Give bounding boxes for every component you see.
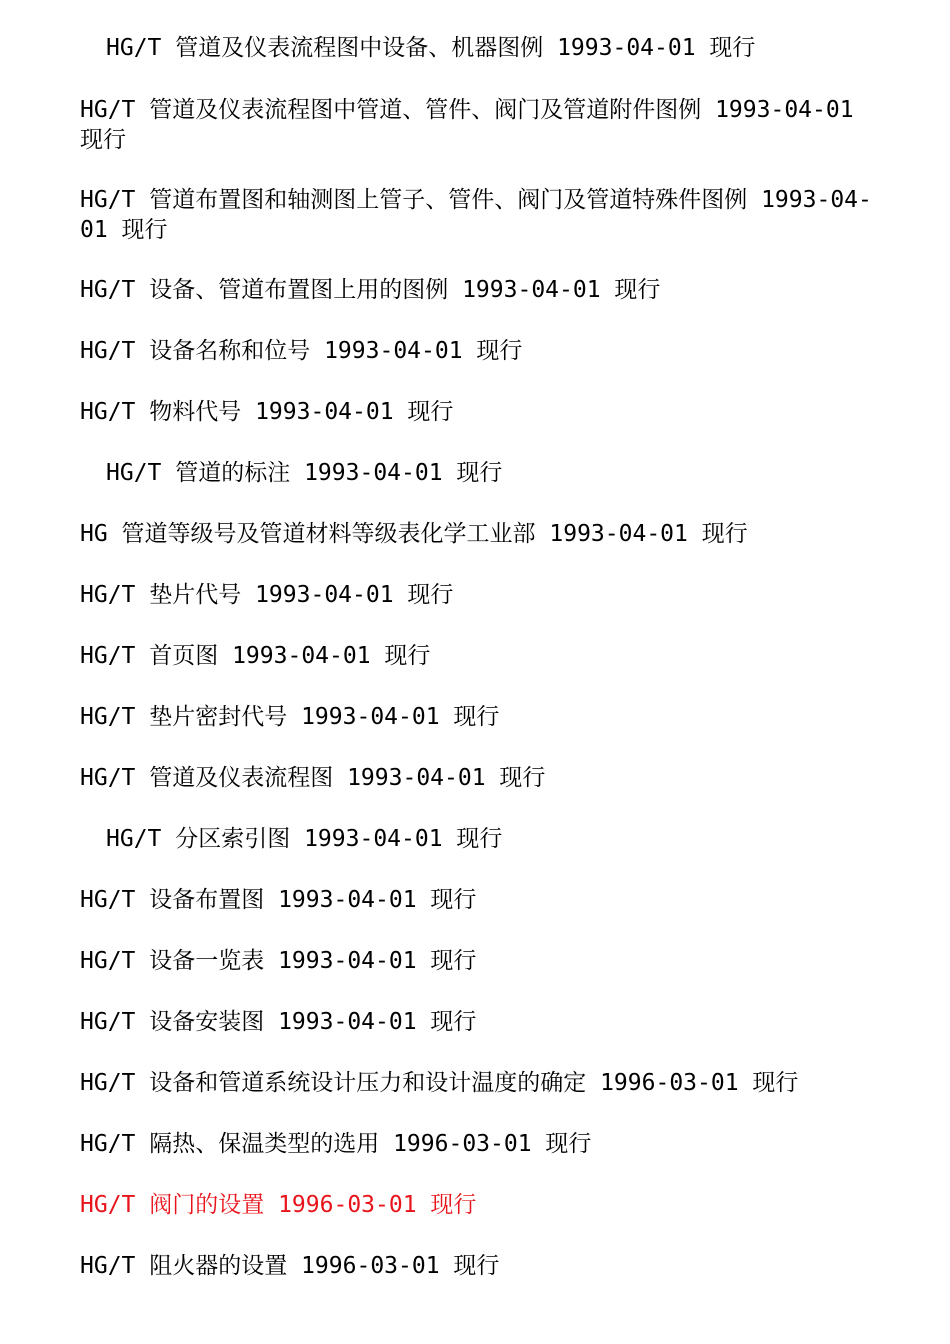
standard-entry: HG/T 垫片密封代号 1993-04-01 现行 bbox=[80, 704, 500, 730]
standard-entry: HG/T 设备布置图 1993-04-01 现行 bbox=[80, 887, 477, 913]
standard-entry: HG/T 分区索引图 1993-04-01 现行 bbox=[106, 826, 503, 852]
standard-entry: HG/T 设备一览表 1993-04-01 现行 bbox=[80, 948, 477, 974]
standard-entry-highlighted: HG/T 阀门的设置 1996-03-01 现行 bbox=[80, 1192, 477, 1218]
standard-entry: HG/T 隔热、保温类型的选用 1996-03-01 现行 bbox=[80, 1131, 592, 1157]
standard-entry: HG/T 管道及仪表流程图中管道、管件、阀门及管道附件图例 1993-04-01 现行 bbox=[80, 97, 854, 153]
standard-entry: HG/T 管道及仪表流程图 1993-04-01 现行 bbox=[80, 765, 546, 791]
standard-entry: HG 管道等级号及管道材料等级表化学工业部 1993-04-01 现行 bbox=[80, 521, 748, 547]
standard-entry: HG/T 阻火器的设置 1996-03-01 现行 bbox=[80, 1253, 500, 1279]
standard-entry: HG/T 管道布置图和轴测图上管子、管件、阀门及管道特殊件图例 1993-04-01 现行 bbox=[80, 187, 872, 243]
standard-entry: HG/T 设备名称和位号 1993-04-01 现行 bbox=[80, 338, 523, 364]
standard-entry: HG/T 首页图 1993-04-01 现行 bbox=[80, 643, 431, 669]
standard-entry: HG/T 物料代号 1993-04-01 现行 bbox=[80, 399, 454, 425]
standard-entry: HG/T 管道及仪表流程图中设备、机器图例 1993-04-01 现行 bbox=[106, 35, 756, 61]
standard-entry: HG/T 管道的标注 1993-04-01 现行 bbox=[106, 460, 503, 486]
standard-entry: HG/T 垫片代号 1993-04-01 现行 bbox=[80, 582, 454, 608]
standard-entry: HG/T 设备安装图 1993-04-01 现行 bbox=[80, 1009, 477, 1035]
standard-entry: HG/T 设备、管道布置图上用的图例 1993-04-01 现行 bbox=[80, 277, 661, 303]
standard-entry: HG/T 设备和管道系统设计压力和设计温度的确定 1996-03-01 现行 bbox=[80, 1070, 799, 1096]
